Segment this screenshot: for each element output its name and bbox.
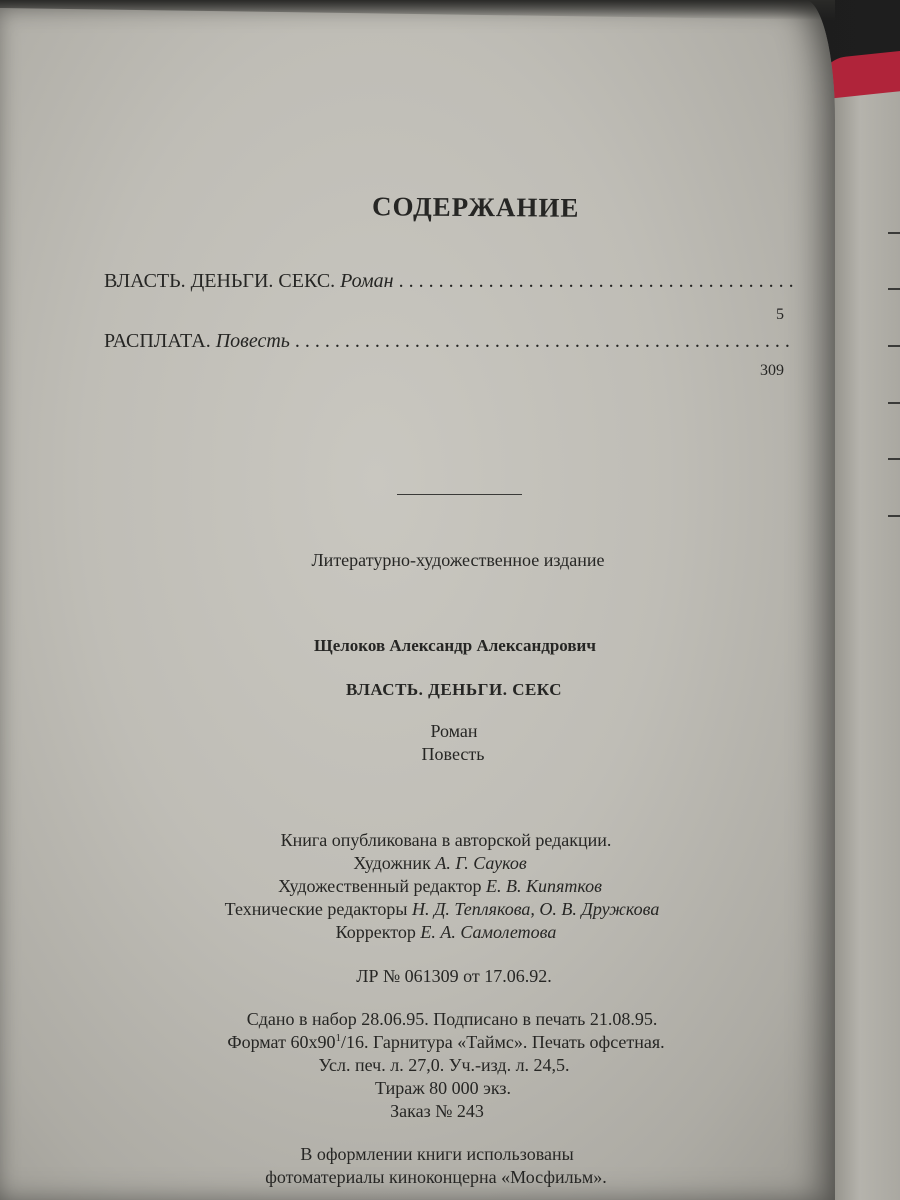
- corrector-role: Корректор: [335, 922, 416, 942]
- artist-credit: [353, 853, 526, 874]
- format-fraction-numerator: 1: [335, 1032, 341, 1044]
- art-editor-credit: [278, 876, 602, 897]
- author-name: Щелоков Александр Александрович: [314, 636, 596, 655]
- page-top-shadow: [0, 0, 835, 20]
- book-title: ВЛАСТЬ. ДЕНЬГИ. СЕКС: [346, 680, 562, 699]
- toc-entry-subtitle: Роман: [340, 270, 394, 292]
- next-page-edge: [828, 70, 900, 1200]
- corrector-name: Е. А. Самолетова: [420, 922, 557, 942]
- toc-entry-subtitle: Повесть: [215, 330, 290, 352]
- genre-novel: Роман: [430, 721, 478, 741]
- tech-editors-credit: [225, 899, 660, 920]
- production-sheets: Усл. печ. л. 27,0. Уч.-изд. л. 24,5.: [318, 1055, 570, 1075]
- art-editor-name: Е. В. Кипятков: [486, 876, 602, 896]
- art-editor-role: Художественный редактор: [278, 876, 482, 896]
- production-format: [227, 1032, 664, 1053]
- design-note-line-1: В оформлении книги использованы: [300, 1144, 574, 1164]
- published-note: Книга опубликована в авторской редакции.: [280, 830, 612, 850]
- divider-rule: [397, 494, 522, 495]
- design-note-line-2: фотоматериалы киноконцерна «Мосфильм».: [265, 1167, 607, 1187]
- format-suffix: /16. Гарнитура «Таймс». Печать офсетная.: [340, 1032, 665, 1052]
- genre-story: Повесть: [421, 744, 485, 764]
- artist-role: Художник: [353, 853, 431, 873]
- order-number: Заказ № 243: [390, 1101, 484, 1121]
- toc-entry-title: ВЛАСТЬ. ДЕНЬГИ. СЕКС.: [104, 270, 336, 292]
- toc-entry-leader: . . . . . . . . . . . . . . . . . . . . . . . . . . . . . . . . . . . . . . . . . . . . . . . . . .: [294, 330, 790, 352]
- edition-type: Литературно-художественное издание: [311, 550, 605, 570]
- artist-name: А. Г. Сауков: [435, 853, 527, 873]
- tech-editors-role: Технические редакторы: [224, 899, 408, 919]
- toc-entry-title: РАСПЛАТА.: [104, 330, 211, 352]
- toc-entry-story: [104, 330, 790, 353]
- toc-title: СОДЕРЖАНИЕ: [371, 191, 580, 223]
- corrector-credit: [336, 922, 557, 943]
- toc-entry-novel: [104, 270, 794, 293]
- toc-entry-page-number: 5: [776, 306, 784, 323]
- format-prefix: Формат 60x90: [227, 1032, 336, 1052]
- print-run: Тираж 80 000 экз.: [375, 1078, 511, 1098]
- toc-entry-page-number: 309: [760, 362, 784, 379]
- tech-editors-names: Н. Д. Теплякова, О. В. Дружкова: [411, 899, 660, 919]
- production-dates: Сдано в набор 28.06.95. Подписано в печать 21.08.95.: [246, 1009, 658, 1029]
- license-number: ЛР № 061309 от 17.06.92.: [356, 966, 552, 986]
- toc-entry-leader: . . . . . . . . . . . . . . . . . . . . . . . . . . . . . . . . . . . . . . . .: [398, 270, 794, 292]
